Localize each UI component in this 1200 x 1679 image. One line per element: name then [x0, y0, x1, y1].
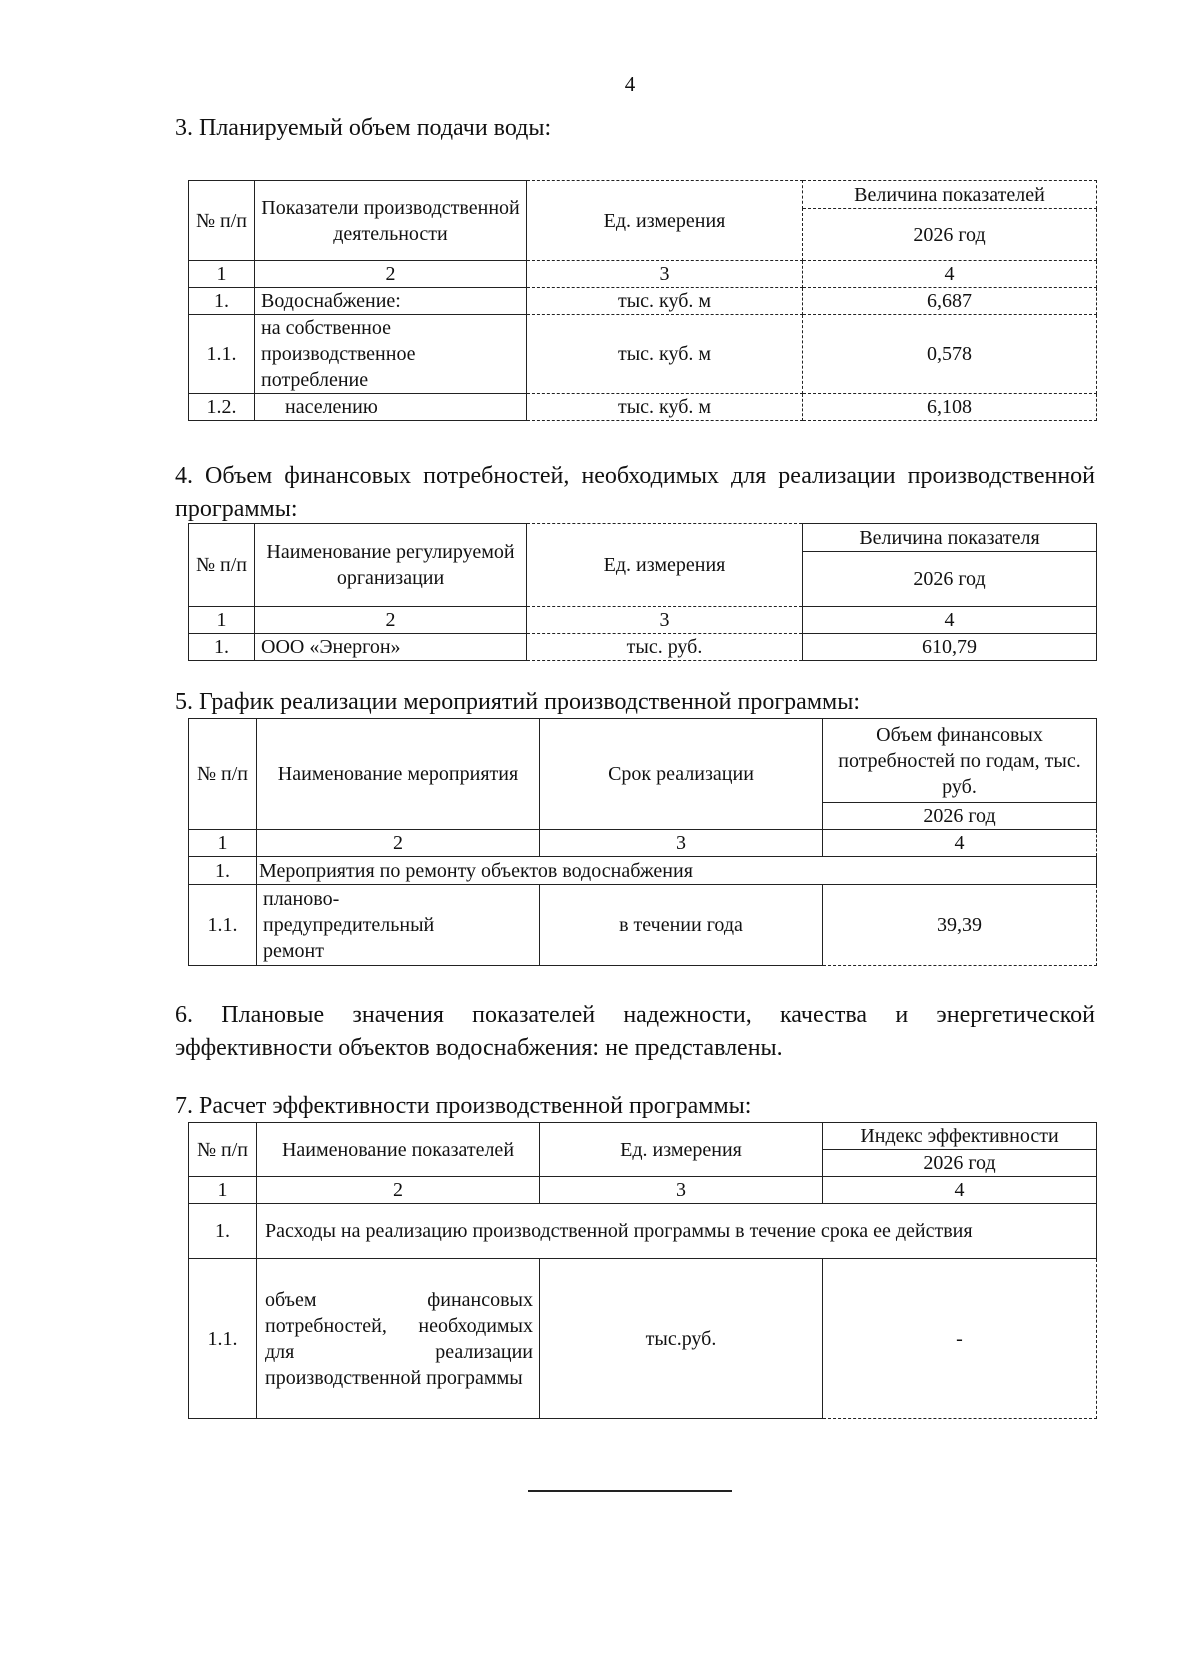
col-number: 4: [803, 607, 1097, 634]
row-name: Водоснабжение:: [255, 288, 527, 315]
col-indicator-header: Показатели производственной деятельности: [255, 181, 527, 261]
group-name: Расходы на реализацию производственной программы в течение срока ее действия: [257, 1204, 1097, 1259]
col-number: 3: [527, 607, 803, 634]
col-num-header: № п/п: [189, 524, 255, 607]
row-num: 1.: [189, 857, 257, 885]
row-value: 39,39: [823, 885, 1097, 966]
row-unit: тыс. куб. м: [527, 394, 803, 421]
col-name-header: Наименование мероприятия: [257, 719, 540, 830]
row-term: в течении года: [540, 885, 823, 966]
col-year-header: 2026 год: [803, 552, 1097, 607]
section4-heading: 4. Объем финансовых потребностей, необходимых для реализации производственной программы:: [175, 463, 1095, 522]
col-number: 4: [823, 1177, 1097, 1204]
table-row: [189, 857, 1097, 885]
col-unit-header: Ед. измерения: [527, 524, 803, 607]
col-year-header: 2026 год: [823, 803, 1097, 830]
table-row: [189, 394, 1097, 421]
row-num: 1.: [189, 1204, 257, 1259]
row-name: ООО «Энергон»: [255, 634, 527, 661]
row-name: планово-предупредительный ремонт: [257, 885, 540, 966]
col-number: 3: [540, 1177, 823, 1204]
row-value: 610,79: [803, 634, 1097, 661]
col-value-header: Величина показателей: [803, 181, 1097, 209]
col-volume-header: Объем финансовых потребностей по годам, тыс. руб.: [823, 719, 1097, 803]
table-row: [189, 634, 1097, 661]
row-unit: тыс. руб.: [527, 634, 803, 661]
col-number: 2: [255, 261, 527, 288]
row-num: 1.1.: [189, 1259, 257, 1419]
col-org-header: Наименование регулируемой организации: [255, 524, 527, 607]
col-num-header: № п/п: [189, 181, 255, 261]
row-num: 1.1.: [189, 885, 257, 966]
col-number: 3: [527, 261, 803, 288]
row-num: 1.: [189, 634, 255, 661]
table-row: [189, 1204, 1097, 1259]
col-number: 1: [189, 830, 257, 857]
table-row: [189, 315, 1097, 394]
row-unit: тыс. куб. м: [527, 315, 803, 394]
schedule-table: [188, 718, 1097, 966]
col-value-header: Величина показателя: [803, 524, 1097, 552]
col-number: 3: [540, 830, 823, 857]
row-num: 1.: [189, 288, 255, 315]
col-num-header: № п/п: [189, 719, 257, 830]
col-year-header: 2026 год: [823, 1150, 1097, 1177]
closing-rule: [528, 1490, 732, 1492]
section5-heading: 5. График реализации мероприятий производственной программы:: [175, 689, 860, 715]
row-value: 6,108: [803, 394, 1097, 421]
row-value: -: [823, 1259, 1097, 1419]
col-number: 4: [823, 830, 1097, 857]
financial-needs-table: [188, 523, 1097, 661]
section7-heading: 7. Расчет эффективности производственной программы:: [175, 1093, 752, 1119]
col-number: 1: [189, 1177, 257, 1204]
col-name-header: Наименование показателей: [257, 1123, 540, 1177]
table-row: [189, 1259, 1097, 1419]
col-number: 2: [257, 830, 540, 857]
col-number: 2: [255, 607, 527, 634]
row-value: 0,578: [803, 315, 1097, 394]
section3-heading: 3. Планируемый объем подачи воды:: [175, 115, 552, 141]
col-number: 1: [189, 607, 255, 634]
col-number: 1: [189, 261, 255, 288]
section6-text: 6. Плановые значения показателей надежности, качества и энергетической эффективности объектов водоснабжения: не представлены.: [175, 1002, 1095, 1061]
row-unit: тыс.руб.: [540, 1259, 823, 1419]
page-number: 4: [624, 72, 636, 96]
table-row: [189, 288, 1097, 315]
col-index-header: Индекс эффективности: [823, 1123, 1097, 1150]
row-num: 1.1.: [189, 315, 255, 394]
col-term-header: Срок реализации: [540, 719, 823, 830]
row-name: населению: [255, 394, 527, 421]
col-year-header: 2026 год: [803, 209, 1097, 261]
row-unit: тыс. куб. м: [527, 288, 803, 315]
efficiency-table: [188, 1122, 1097, 1419]
col-number: 2: [257, 1177, 540, 1204]
col-unit-header: Ед. измерения: [540, 1123, 823, 1177]
water-supply-table: [188, 180, 1097, 421]
col-number: 4: [803, 261, 1097, 288]
row-name: на собственное производственное потребление: [255, 315, 527, 394]
row-name: объем финансовых потребностей, необходимых для реализации производственной программы: [257, 1259, 540, 1419]
row-num: 1.2.: [189, 394, 255, 421]
group-name: Мероприятия по ремонту объектов водоснабжения: [257, 857, 1097, 885]
row-value: 6,687: [803, 288, 1097, 315]
col-num-header: № п/п: [189, 1123, 257, 1177]
col-unit-header: Ед. измерения: [527, 181, 803, 261]
table-row: [189, 885, 1097, 966]
